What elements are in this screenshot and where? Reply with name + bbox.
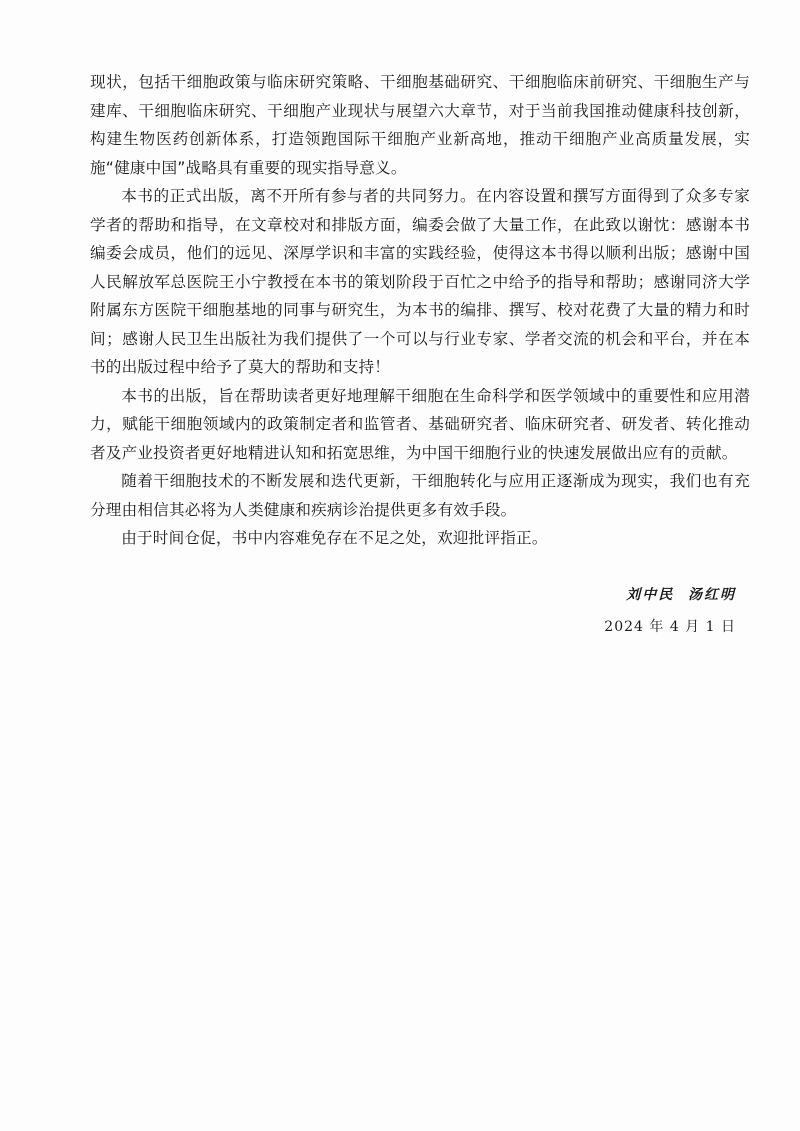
preface-body	[90, 68, 750, 553]
paragraph-2: 本书的正式出版，离不开所有参与者的共同努力。在内容设置和撰写方面得到了众多专家学者的帮助和指导，在文章校对和排版方面，编委会做了大量工作，在此致以谢忱：感谢本书编委会成员，他们的远见、深厚学识和丰富的实践经验，使得这本书得以顺利出版；感谢中国人民解放军总医院王小宁教授在本书的策划阶段于百忙之中给予的指导和帮助；感谢同济大学附属东方医院干细胞基地的同事与研究生，为本书的编排、撰写、校对花费了大量的精力和时间；感谢人民卫生出版社为我们提供了一个可以与行业专家、学者交流的机会和平台，并在本书的出版过程中给予了莫大的帮助和支持！	[90, 187, 750, 376]
paragraph-5: 由于时间仓促，书中内容难免存在不足之处，欢迎批评指正。	[121, 529, 548, 547]
paragraph-1: 现状，包括干细胞政策与临床研究策略、干细胞基础研究、干细胞临床前研究、干细胞生产与建库、干细胞临床研究、干细胞产业现状与展望六大章节，对于当前我国推动健康科技创新，构建生物医药创新体系，打造领跑国际干细胞产业新高地，推动干细胞产业高质量发展，实施“健康中国”战略具有重要的现实指导意义。	[90, 73, 750, 177]
signature-date: 2024 年 4 月 1 日	[604, 619, 736, 635]
author-names: 刘中民 汤红明	[626, 587, 736, 603]
paragraph-3: 本书的出版，旨在帮助读者更好地理解干细胞在生命科学和医学领域中的重要性和应用潜力，赋能干细胞领域内的政策制定者和监管者、基础研究者、临床研究者、研发者、转化推动者及产业投资者更好地精进认知和拓宽思维，为中国干细胞行业的快速发展做出应有的贡献。	[90, 386, 750, 462]
paragraph-4: 随着干细胞技术的不断发展和迭代更新，干细胞转化与应用正逐渐成为现实，我们也有充分理由相信其必将为人类健康和疾病诊治提供更多有效手段。	[90, 472, 750, 519]
signature-block	[604, 582, 736, 640]
